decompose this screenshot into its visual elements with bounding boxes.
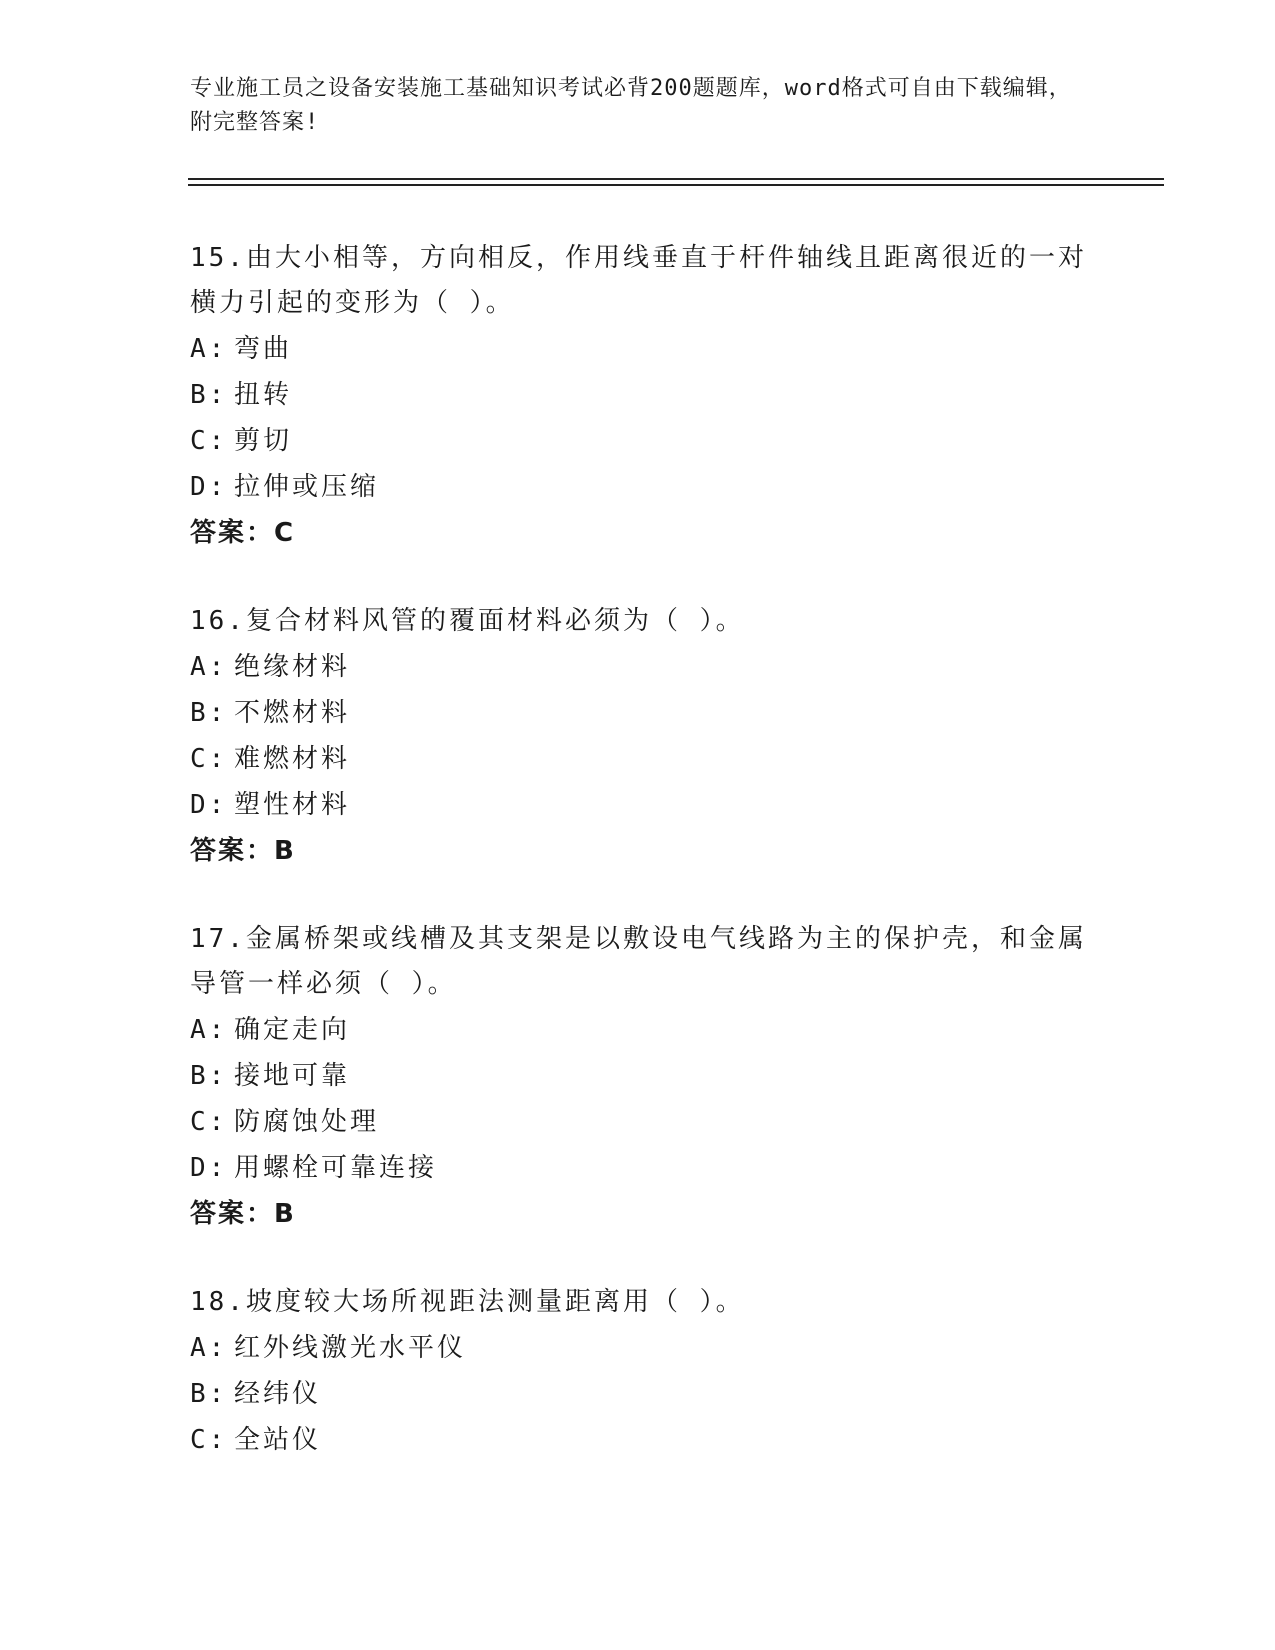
answer-option	[190, 1325, 1090, 1371]
answer-option	[190, 690, 1090, 736]
answer-option	[190, 326, 1090, 372]
option-letter: A:	[190, 334, 228, 364]
question-block	[190, 236, 1090, 556]
option-letter: A:	[190, 1015, 228, 1045]
option-text: 红外线激光水平仪	[234, 1333, 467, 1363]
answer-option	[190, 644, 1090, 690]
option-text: 剪切	[234, 426, 293, 456]
option-letter: D:	[190, 790, 228, 820]
option-letter: D:	[190, 1153, 228, 1183]
option-letter: B:	[190, 1379, 228, 1409]
option-letter: C:	[190, 744, 228, 774]
answer-option	[190, 372, 1090, 418]
option-text: 经纬仪	[234, 1379, 322, 1409]
option-text: 难燃材料	[234, 744, 351, 774]
question-block	[190, 917, 1090, 1237]
option-text: 不燃材料	[234, 698, 351, 728]
question-block	[190, 1280, 1090, 1463]
answer-key: 答案：B	[190, 1199, 296, 1229]
question-text: 15.由大小相等，方向相反，作用线垂直于杆件轴线且距离很近的一对横力引起的变形为（ ）。	[190, 243, 1087, 318]
answer-option	[190, 464, 1090, 510]
option-letter: D:	[190, 472, 228, 502]
option-letter: B:	[190, 380, 228, 410]
option-text: 绝缘材料	[234, 652, 351, 682]
option-text: 扭转	[234, 380, 293, 410]
option-letter: C:	[190, 426, 228, 456]
option-letter: A:	[190, 652, 228, 682]
option-text: 塑性材料	[234, 790, 351, 820]
question-list	[190, 236, 1090, 1506]
question-text: 18.坡度较大场所视距法测量距离用（ ）。	[190, 1287, 745, 1317]
answer-option	[190, 418, 1090, 464]
option-letter: C:	[190, 1107, 228, 1137]
question-text: 16.复合材料风管的覆面材料必须为（ ）。	[190, 606, 745, 636]
answer-option	[190, 1145, 1090, 1191]
option-letter: C:	[190, 1425, 228, 1455]
answer-option	[190, 1099, 1090, 1145]
option-text: 接地可靠	[234, 1061, 351, 1091]
header-divider-top	[188, 178, 1164, 180]
option-text: 用螺栓可靠连接	[234, 1153, 438, 1183]
question-block	[190, 599, 1090, 874]
document-header: 专业施工员之设备安装施工基础知识考试必背200题题库，word格式可自由下载编辑，附完整答案!	[190, 76, 1072, 135]
answer-key: 答案：B	[190, 836, 296, 866]
header-divider-bottom	[188, 184, 1164, 186]
answer-option	[190, 1371, 1090, 1417]
option-text: 弯曲	[234, 334, 293, 364]
option-text: 防腐蚀处理	[234, 1107, 380, 1137]
option-text: 确定走向	[234, 1015, 351, 1045]
answer-option	[190, 736, 1090, 782]
answer-option	[190, 1053, 1090, 1099]
option-text: 全站仪	[234, 1425, 322, 1455]
answer-key: 答案：C	[190, 518, 296, 548]
question-text: 17.金属桥架或线槽及其支架是以敷设电气线路为主的保护壳，和金属导管一样必须（ ）。	[190, 924, 1087, 999]
answer-option	[190, 782, 1090, 828]
answer-option	[190, 1417, 1090, 1463]
option-letter: A:	[190, 1333, 228, 1363]
answer-option	[190, 1007, 1090, 1053]
option-text: 拉伸或压缩	[234, 472, 380, 502]
option-letter: B:	[190, 1061, 228, 1091]
option-letter: B:	[190, 698, 228, 728]
